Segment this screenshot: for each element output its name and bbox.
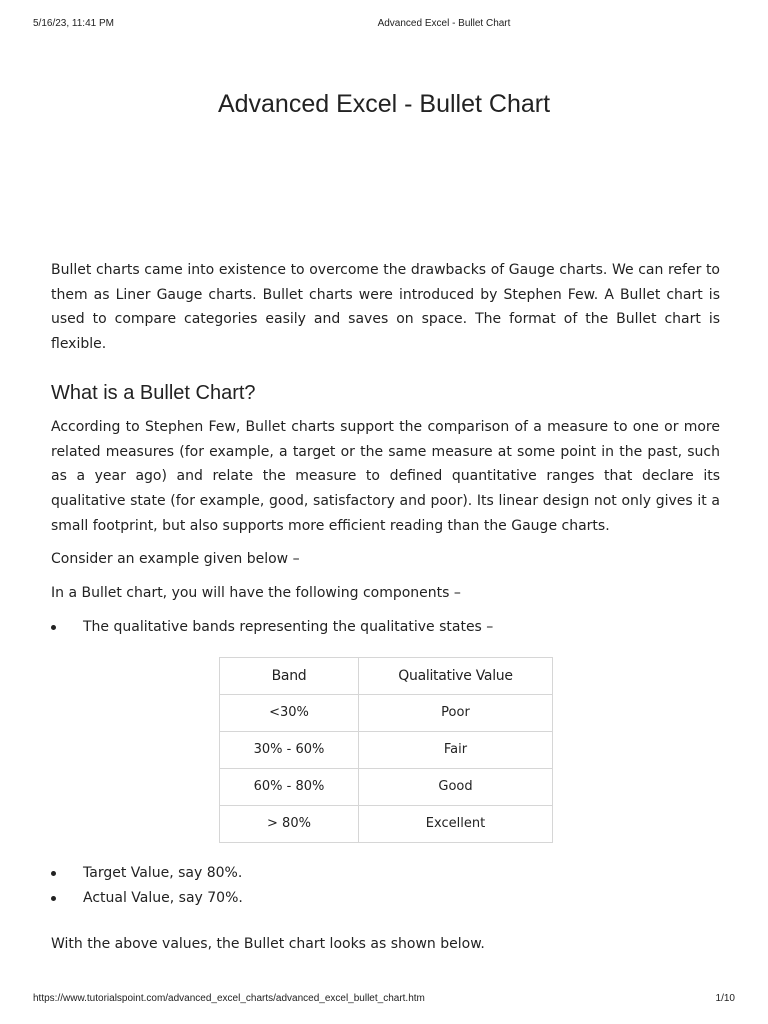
table-row xyxy=(220,769,553,806)
print-url: https://www.tutorialspoint.com/advanced_excel_charts/advanced_excel_bullet_chart.htm xyxy=(33,993,425,1004)
column-header-band: Band xyxy=(220,658,359,695)
table-row xyxy=(220,732,553,769)
list-item: Target Value, say 80%. xyxy=(51,861,720,886)
qualitative-bands-table xyxy=(219,657,553,843)
table-row xyxy=(220,695,553,732)
qualitative-value-cell: Fair xyxy=(359,732,553,769)
article-body xyxy=(51,258,720,957)
print-footer xyxy=(0,993,768,1007)
table-row xyxy=(220,806,553,843)
band-cell: 60% - 80% xyxy=(220,769,359,806)
print-header xyxy=(0,18,768,32)
page-number: 1/10 xyxy=(715,993,735,1004)
column-header-qualitative-value: Qualitative Value xyxy=(359,658,553,695)
list-item: Actual Value, say 70%. xyxy=(51,886,720,911)
definition-paragraph: According to Stephen Few, Bullet charts support the comparison of a measure to one or more related measures (for example, a target or the same measure at some point in the past, such as a year ago) and relate the measure to defined quantitative ranges that declare its qualitative state (for example, good, satisfactory and poor). Its linear design not only gives it a small footprint, but also supports more efficient reading than the Gauge charts. xyxy=(51,418,720,534)
closing-paragraph: With the above values, the Bullet chart looks as shown below. xyxy=(51,935,485,952)
components-paragraph: In a Bullet chart, you will have the following components – xyxy=(51,585,461,602)
band-cell: 30% - 60% xyxy=(220,732,359,769)
qualitative-value-cell: Good xyxy=(359,769,553,806)
qualitative-value-cell: Poor xyxy=(359,695,553,732)
section-heading: What is a Bullet Chart? xyxy=(51,381,256,404)
intro-paragraph: Bullet charts came into existence to overcome the drawbacks of Gauge charts. We can refer to them as Liner Gauge charts. Bullet charts were introduced by Stephen Few. A Bullet chart is used to compare categories easily and saves on space. The format of the Bullet chart is flexible. xyxy=(51,262,720,353)
values-list xyxy=(51,861,720,910)
table-header-row xyxy=(220,658,553,695)
band-cell: > 80% xyxy=(220,806,359,843)
page-title: Advanced Excel - Bullet Chart xyxy=(217,90,551,118)
example-paragraph: Consider an example given below – xyxy=(51,551,300,568)
list-item: The qualitative bands representing the qualitative states – xyxy=(51,615,720,640)
print-datetime: 5/16/23, 11:41 PM xyxy=(33,18,114,29)
band-cell: <30% xyxy=(220,695,359,732)
print-doc-title: Advanced Excel - Bullet Chart xyxy=(377,18,511,29)
components-list xyxy=(51,615,720,640)
qualitative-value-cell: Excellent xyxy=(359,806,553,843)
